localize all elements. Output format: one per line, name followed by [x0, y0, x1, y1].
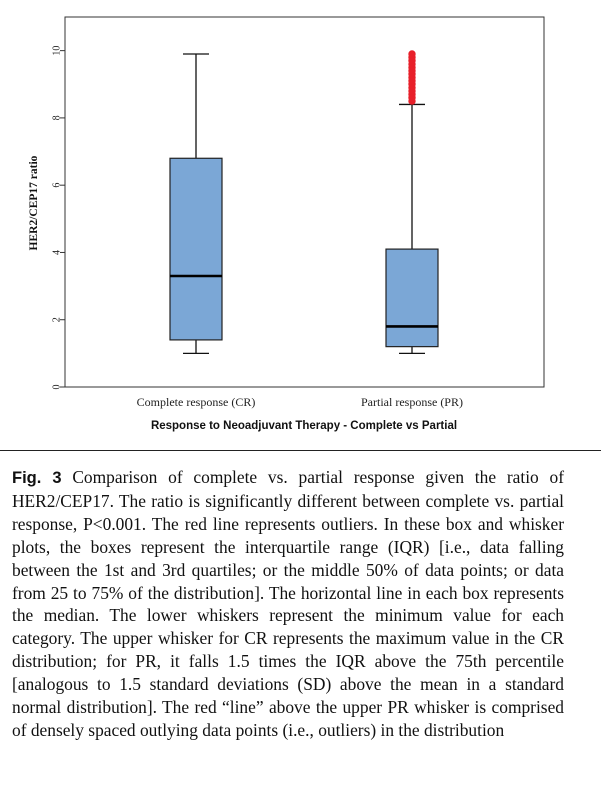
figure-label: Fig. 3	[12, 469, 62, 487]
caption-divider	[0, 450, 601, 451]
y-tick-label-4: 4	[51, 249, 63, 255]
y-tick-label-8: 8	[51, 115, 63, 121]
outlier-point-pr-14	[409, 51, 415, 57]
y-axis-label: HER2/CEP17 ratio	[28, 155, 40, 251]
y-tick-label-2: 2	[51, 317, 63, 323]
y-tick-label-6: 6	[51, 182, 63, 188]
category-label-pr: Partial response (PR)	[361, 395, 463, 409]
x-axis-label: Response to Neoadjuvant Therapy - Complete vs Partial	[150, 420, 458, 432]
box-group-cr	[170, 54, 222, 353]
y-tick-label-10: 10	[51, 45, 63, 56]
category-labels	[137, 395, 463, 409]
y-tick-label-0: 0	[51, 384, 63, 390]
boxes	[170, 51, 438, 354]
iqr-box-pr	[386, 249, 438, 347]
category-label-cr: Complete response (CR)	[136, 395, 256, 409]
iqr-box-cr	[170, 158, 222, 340]
y-axis	[52, 46, 66, 390]
figure-caption	[12, 466, 564, 742]
caption-text: Comparison of complete vs. partial response given the ratio of HER2/CEP17. The ratio is significantly different between complete vs. partial response, P<0.001. The red line represents outliers. In these box and whisker plots, the boxes represent the interquartile range (IQR) [i.e., data falling between the 1st and 3rd quartiles; or the middle 50% of data points; or data from 25 to 75% of the distribution]. The horizontal line in each box represents the median. The lower whiskers represent the minimum value for each category. The upper whisker for CR represents the maximum value in the CR distribution; for PR, it falls 1.5 times the IQR above the 75th percentile [analogous to 1.5 standard deviations (SD) above the mean in a standard normal distribution]. The red “line” above the upper PR whisker is comprised of densely spaced outlying data points (i.e., outliers) in the distribution	[12, 467, 564, 740]
box-group-pr	[386, 51, 438, 354]
plot-frame	[65, 17, 544, 387]
